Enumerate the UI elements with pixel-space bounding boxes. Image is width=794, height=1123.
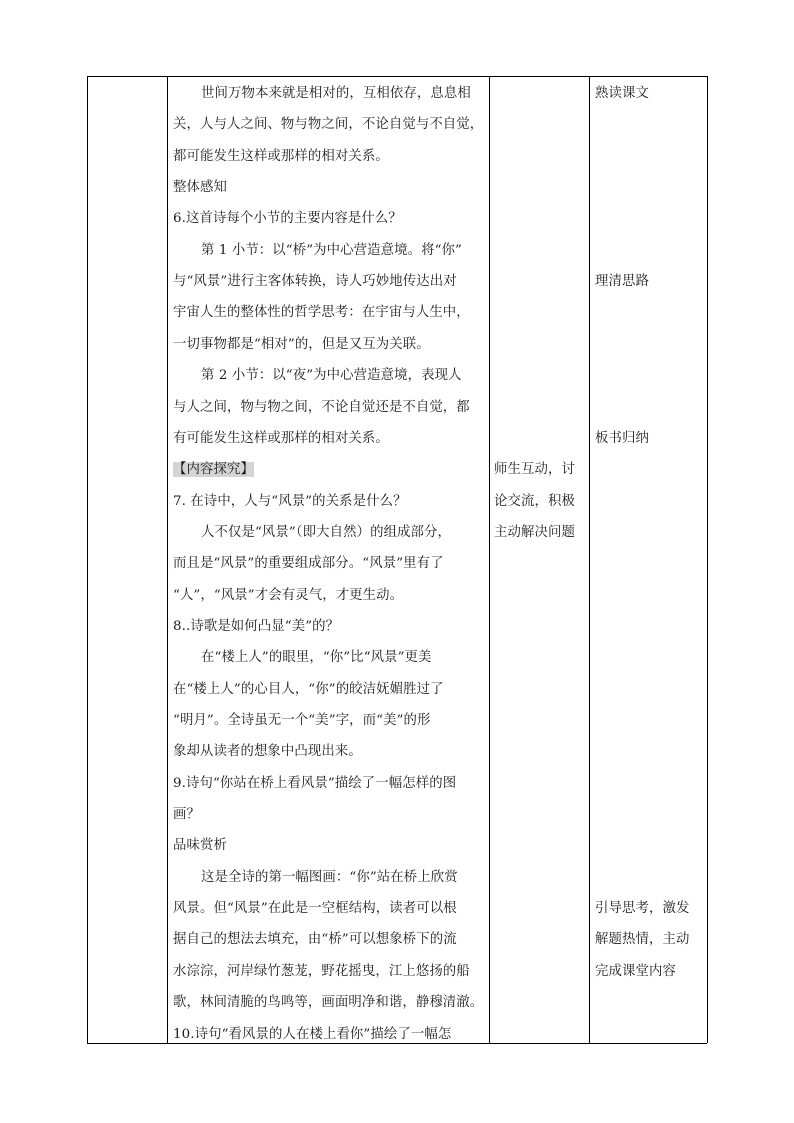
content-line-text: 6.这首诗每个小节的主要内容是什么？ <box>173 211 402 227</box>
content-line-text: 与人之间，物与物之间，不论自觉还是不自觉，都 <box>173 399 470 415</box>
content-line-text: 画？ <box>173 807 200 823</box>
content-line-text: “明月”。全诗虽无一个“美”字，而“美”的形 <box>173 713 431 728</box>
content-line <box>173 893 457 924</box>
content-line <box>173 799 200 830</box>
content-line <box>173 736 362 767</box>
content-line-text: 10.诗句“看风景的人在楼上看你”描绘了一幅怎 <box>173 1026 452 1042</box>
content-line-text: 水淙淙，河岸绿竹葱茏，野花摇曳，江上悠扬的船 <box>173 963 470 979</box>
column-divider-1 <box>167 76 168 1043</box>
purpose-line: 板书归纳 <box>595 430 649 446</box>
method-line: 论交流，积极 <box>494 493 575 509</box>
content-line <box>173 768 456 799</box>
content-line <box>173 548 444 579</box>
content-line <box>173 830 227 861</box>
table-border-right <box>707 76 708 1043</box>
content-line <box>173 674 444 705</box>
content-line <box>201 642 432 673</box>
content-line <box>201 517 451 548</box>
content-line-text: 人不仅是“风景”（即大自然）的组成部分， <box>201 524 452 540</box>
purpose-line: 完成课堂内容 <box>595 963 676 979</box>
content-line <box>173 392 470 423</box>
content-line <box>201 862 458 893</box>
content-line <box>201 360 462 391</box>
content-line-text: 有可能发生这样或那样的相对关系。 <box>173 430 389 446</box>
content-line-text: 风景。但“风景”在此是一空框结构，读者可以根 <box>173 901 457 917</box>
content-line <box>173 987 483 1018</box>
content-line <box>173 611 339 642</box>
content-line <box>173 1019 451 1050</box>
content-line-text: 品味赏析 <box>173 838 227 854</box>
content-line-text: 世间万物本来就是相对的，互相依存，息息相 <box>201 86 471 101</box>
content-line <box>201 78 471 109</box>
content-line-text: 整体感知 <box>173 180 227 196</box>
content-line-text: 而且是“风景”的重要组成部分。“风景”里有了 <box>173 556 444 572</box>
content-line <box>173 109 483 140</box>
table-border-left <box>87 76 88 1043</box>
content-line-text: 在“楼上人”的心目人，“你”的皎洁妩媚胜过了 <box>173 681 444 697</box>
content-line <box>173 486 407 517</box>
column-divider-3 <box>589 76 590 1043</box>
content-line-text: 在“楼上人”的眼里，“你”比“风景”更美 <box>201 650 432 666</box>
section-heading <box>173 454 254 485</box>
content-line-text: 与“风景”进行主客体转换，诗人巧妙地传达出对 <box>173 274 457 290</box>
content-line <box>173 172 227 203</box>
content-line <box>173 266 457 297</box>
purpose-line: 理清思路 <box>595 274 649 290</box>
method-line: 主动解决问题 <box>494 524 575 540</box>
content-line-text: 一切事物都是“相对”的，但是又互为关联。 <box>173 336 430 352</box>
content-line <box>173 141 389 172</box>
content-line-text: 第 2 小节：以“夜”为中心营造意境，表现人 <box>201 368 462 384</box>
content-line-text: 7. 在诗中，人与“风景”的关系是什么？ <box>173 493 407 509</box>
table-border-top <box>87 76 707 77</box>
content-line-text: 歌，林间清脆的鸟鸣等，画面明净和谐，静穆清澈。 <box>173 995 484 1011</box>
content-line <box>173 203 402 234</box>
content-line-text: 据自己的想法去填充，由“桥”可以想象桥下的流 <box>173 932 457 948</box>
content-line <box>173 924 457 955</box>
content-line <box>201 235 462 266</box>
column-divider-2 <box>489 76 490 1043</box>
content-line <box>173 329 430 360</box>
content-line-text: 象却从读者的想象中凸现出来。 <box>173 744 362 760</box>
content-line <box>173 423 389 454</box>
content-line <box>173 297 470 328</box>
content-line-text: 8..诗歌是如何凸显“美”的？ <box>173 618 340 634</box>
content-line-text: 9.诗句“你站在桥上看风景”描绘了一幅怎样的图 <box>173 775 457 791</box>
purpose-line: 引导思考，激发 <box>595 901 690 917</box>
content-line-text: 【内容探究】 <box>173 462 254 478</box>
method-line: 师生互动，讨 <box>494 462 575 478</box>
content-line-text: 都可能发生这样或那样的相对关系。 <box>173 148 389 164</box>
content-line-text: 这是全诗的第一幅图画：“你”站在桥上欣赏 <box>201 869 458 885</box>
content-line-text: 宇宙人生的整体性的哲学思考：在宇宙与人生中， <box>173 305 470 321</box>
content-line <box>173 705 431 736</box>
content-line <box>173 956 470 987</box>
purpose-line: 解题热情，主动 <box>595 932 690 948</box>
content-line-text: 关，人与人之间、物与物之间，不论自觉与不自觉， <box>173 117 484 133</box>
content-line <box>173 580 403 611</box>
purpose-line: 熟读课文 <box>595 86 649 101</box>
content-line-text: “人”，“风景”才会有灵气，才更生动。 <box>173 587 404 603</box>
content-line-text: 第 1 小节：以“桥”为中心营造意境。将“你” <box>201 242 462 258</box>
